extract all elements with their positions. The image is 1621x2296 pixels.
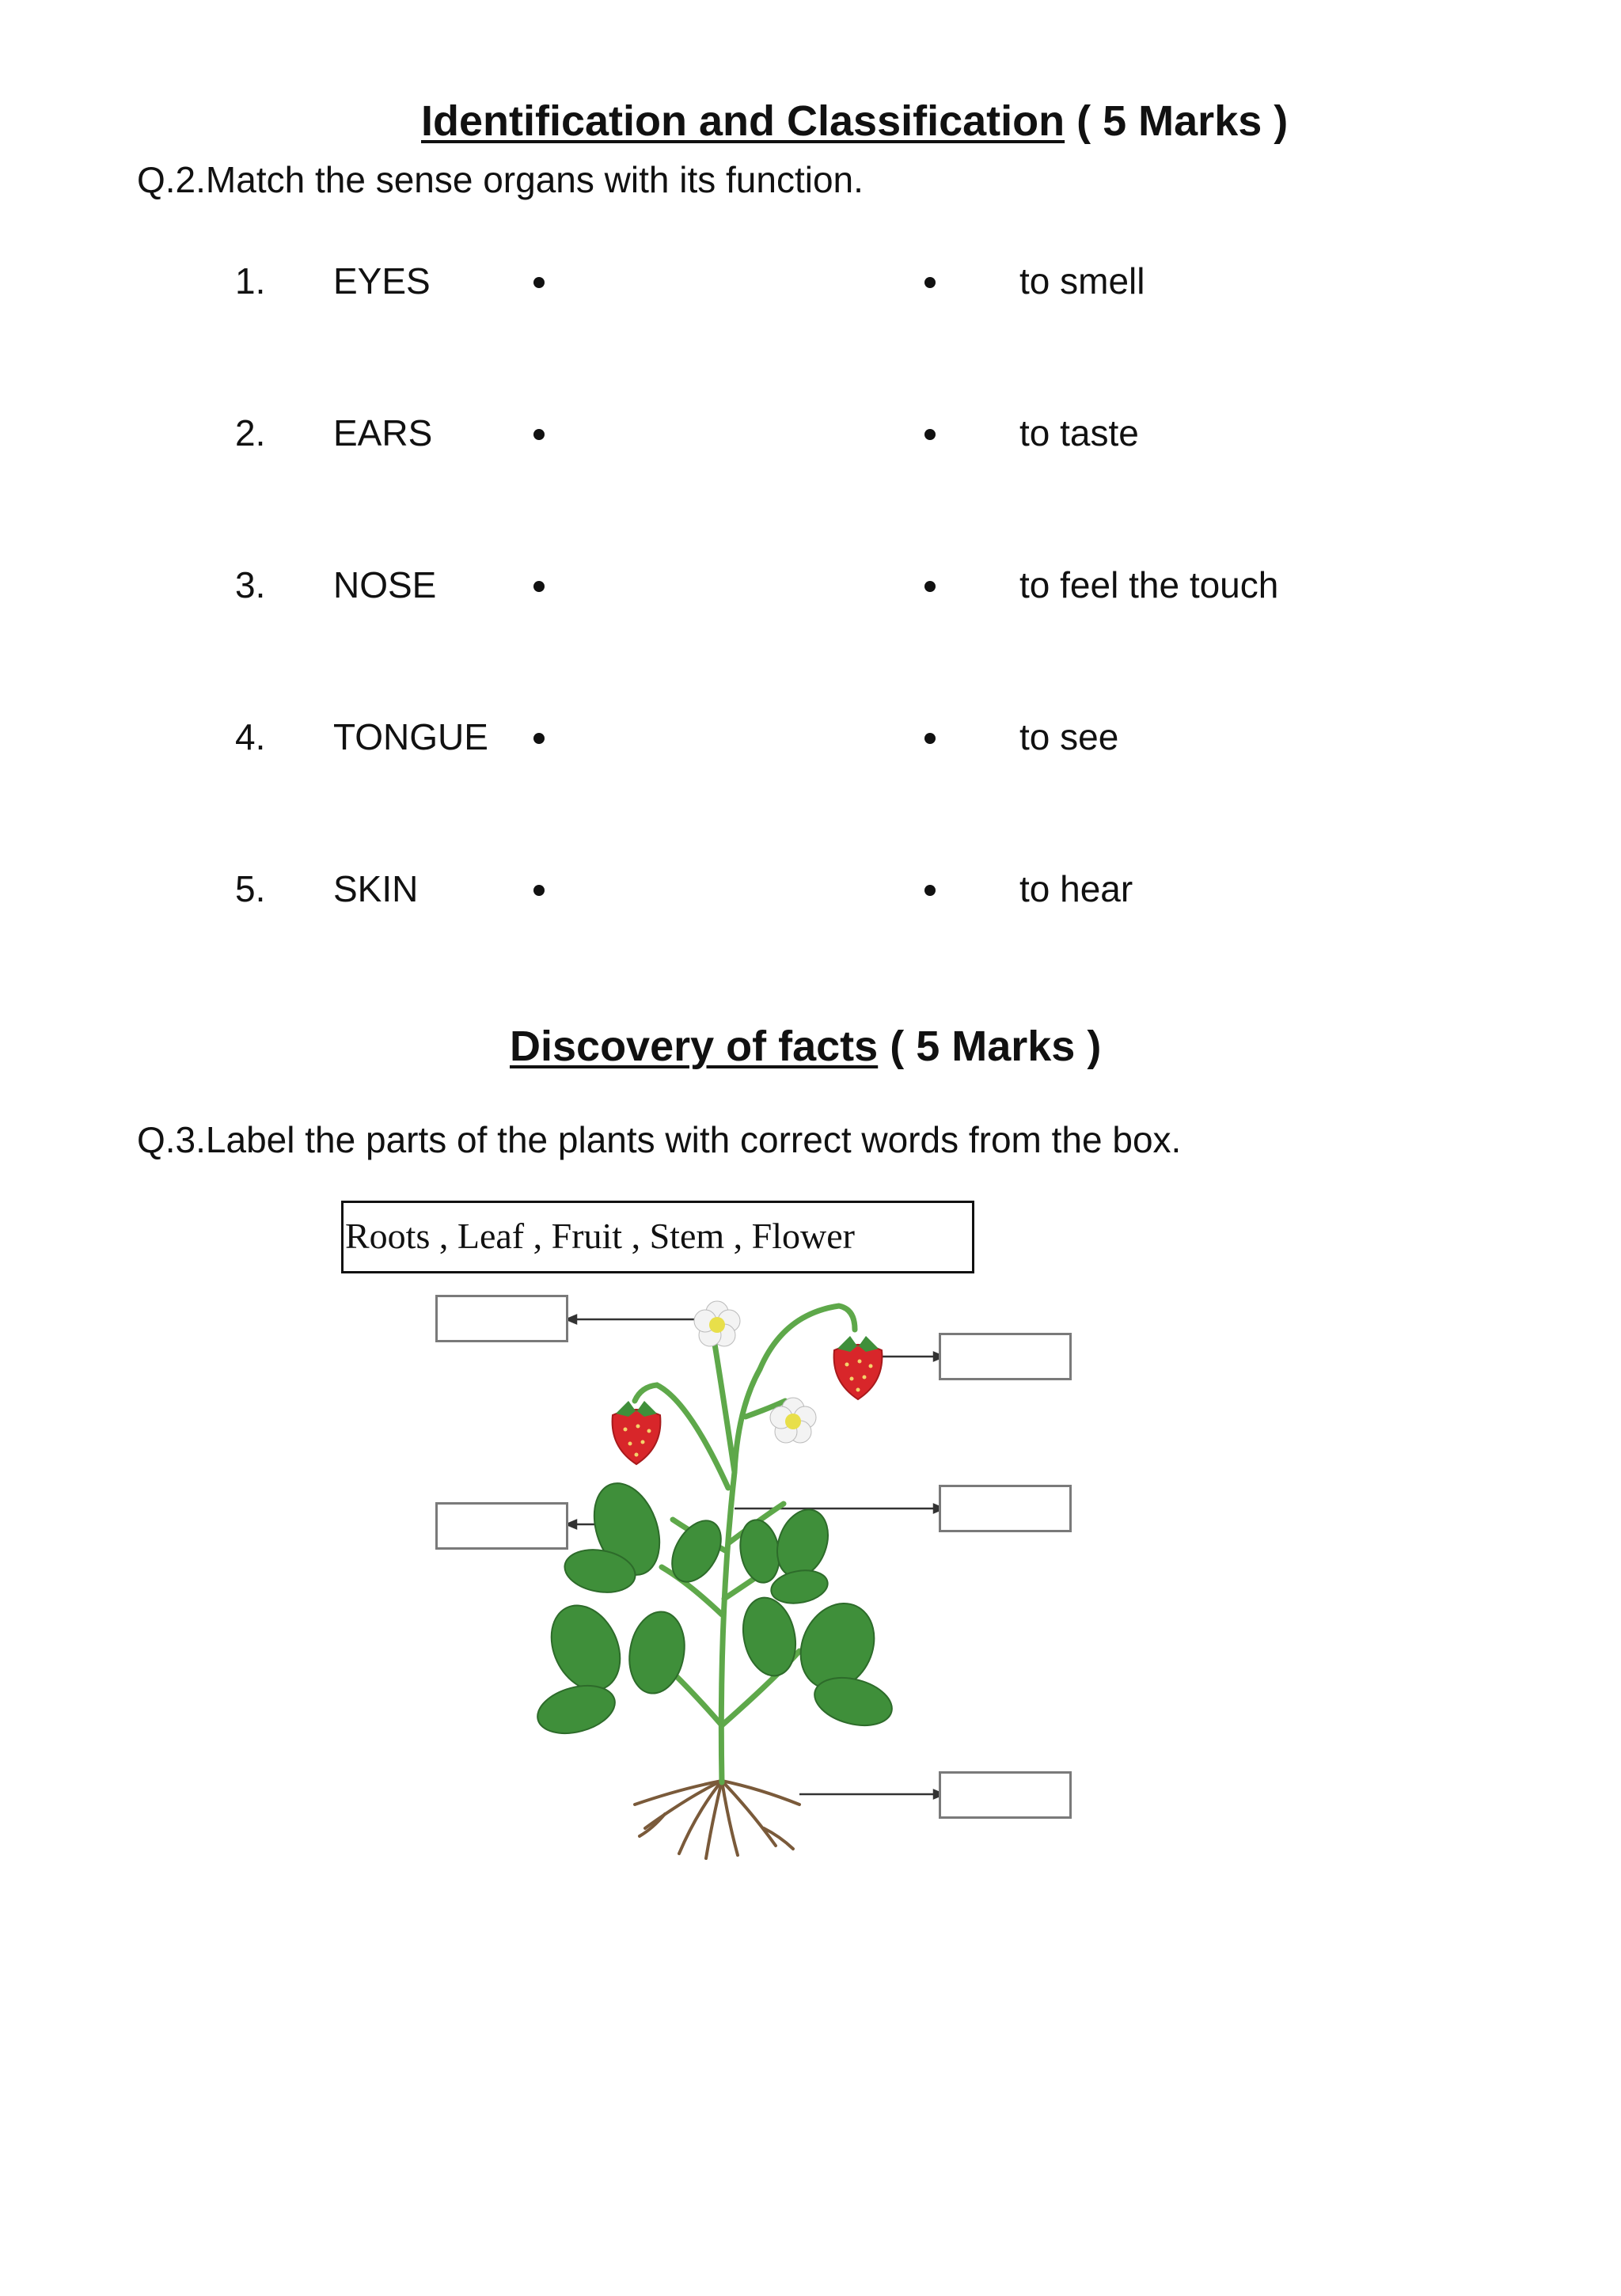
function-match-dot[interactable] <box>924 733 936 744</box>
label-box-leaf[interactable] <box>435 1502 568 1550</box>
function-label: to hear <box>1019 868 1133 909</box>
function-match-dot[interactable] <box>924 581 936 592</box>
organ-match-dot[interactable] <box>533 733 545 744</box>
organ-match-dot[interactable] <box>533 885 545 896</box>
function-match-dot[interactable] <box>924 277 936 288</box>
function-label: to see <box>1019 716 1119 757</box>
question-2-prompt: Q.2.Match the sense organs with its function. <box>137 159 864 200</box>
function-label: to taste <box>1019 412 1139 454</box>
label-box-roots[interactable] <box>939 1771 1072 1819</box>
section-title: Identification and Classification <box>421 97 1065 145</box>
label-box-fruit[interactable] <box>939 1333 1072 1380</box>
row-number: 2. <box>235 412 266 454</box>
row-number: 1. <box>235 260 266 302</box>
organ-label: EYES <box>333 260 431 302</box>
section-heading-discovery <box>510 1025 1101 1068</box>
function-match-dot[interactable] <box>924 429 936 440</box>
row-number: 4. <box>235 716 266 757</box>
label-box-flower[interactable] <box>435 1295 568 1342</box>
strawberry-right <box>834 1336 883 1399</box>
organ-match-dot[interactable] <box>533 277 545 288</box>
section-title: Discovery of facts <box>510 1023 879 1070</box>
section-marks: ( 5 Marks ) <box>890 1023 1102 1070</box>
organ-label: TONGUE <box>333 716 488 757</box>
label-box-stem[interactable] <box>939 1485 1072 1532</box>
section-heading-identification <box>421 97 1289 145</box>
organ-match-dot[interactable] <box>533 429 545 440</box>
word-box: Roots , Leaf , Fruit , Stem , Flower <box>341 1201 974 1273</box>
organ-label: EARS <box>333 412 433 454</box>
organ-label: NOSE <box>333 564 437 605</box>
function-label: to smell <box>1019 260 1145 302</box>
function-match-dot[interactable] <box>924 885 936 896</box>
function-label: to feel the touch <box>1019 564 1279 605</box>
section-marks: ( 5 Marks ) <box>1076 97 1289 145</box>
question-3-prompt: Q.3.Label the parts of the plants with correct words from the box. <box>137 1119 1182 1160</box>
flower-top <box>694 1301 740 1346</box>
row-number: 5. <box>235 868 266 909</box>
row-number: 3. <box>235 564 266 605</box>
organ-match-dot[interactable] <box>533 581 545 592</box>
strawberry-left <box>613 1401 661 1464</box>
organ-label: SKIN <box>333 868 419 909</box>
roots <box>635 1781 799 1858</box>
